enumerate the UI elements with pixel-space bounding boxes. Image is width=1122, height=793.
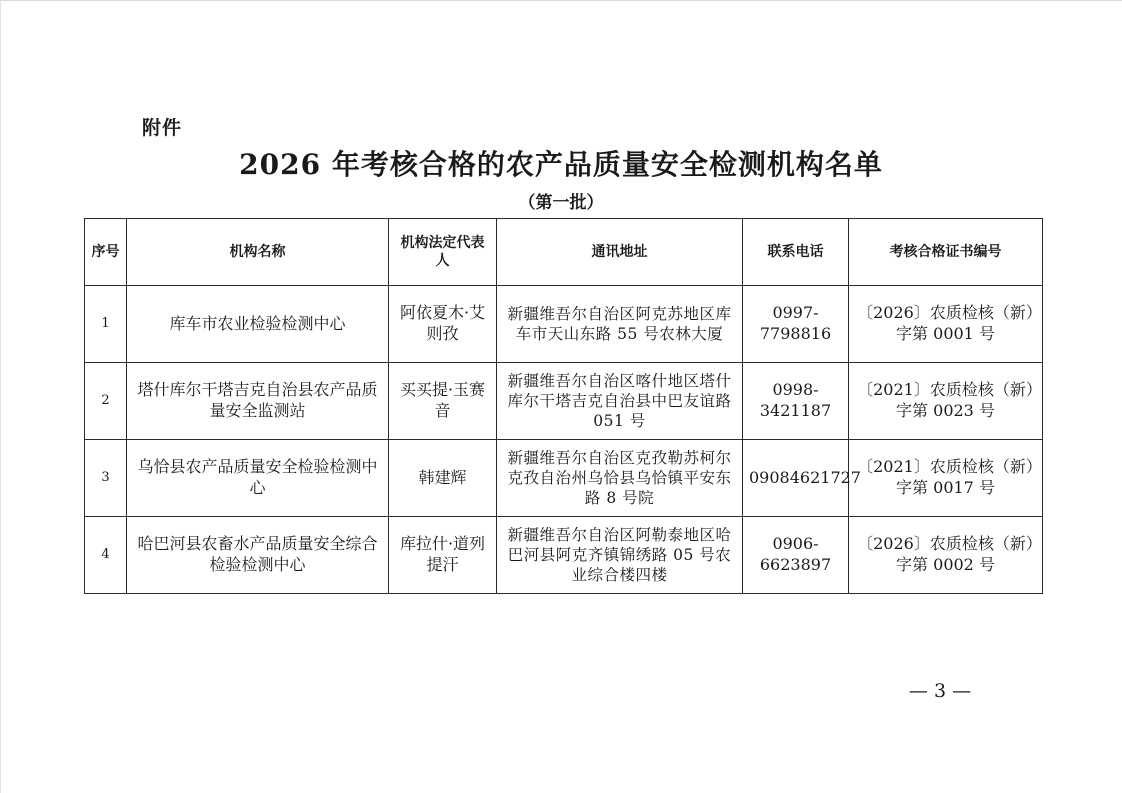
cell-index: 1	[85, 286, 127, 363]
cell-address: 新疆维吾尔自治区阿克苏地区库车市天山东路 55 号农林大厦	[497, 286, 743, 363]
cell-rep: 买买提·玉赛音	[389, 363, 497, 440]
table-row	[85, 517, 1043, 594]
cell-name: 哈巴河县农畜水产品质量安全综合检验检测中心	[127, 517, 389, 594]
header-name: 机构名称	[127, 219, 389, 286]
batch-subtitle: （第一批）	[518, 193, 604, 213]
cell-name: 塔什库尔干塔吉克自治县农产品质量安全监测站	[127, 363, 389, 440]
cell-phone: 0998-3421187	[743, 363, 849, 440]
attachment-label: 附件	[142, 117, 183, 139]
cell-cert: 〔2021〕农质检核（新）字第 0017 号	[849, 440, 1043, 517]
scan-edge-left	[0, 0, 1, 793]
page-number: — 3 —	[908, 680, 972, 702]
table-row	[85, 363, 1043, 440]
document-title: 2026 年考核合格的农产品质量安全检测机构名单	[239, 148, 883, 181]
cell-rep: 阿依夏木·艾则孜	[389, 286, 497, 363]
cell-phone: 0906-6623897	[743, 517, 849, 594]
cell-name: 库车市农业检验检测中心	[127, 286, 389, 363]
cell-cert: 〔2026〕农质检核（新）字第 0002 号	[849, 517, 1043, 594]
table-row	[85, 440, 1043, 517]
cell-address: 新疆维吾尔自治区阿勒泰地区哈巴河县阿克齐镇锦绣路 05 号农业综合楼四楼	[497, 517, 743, 594]
header-phone: 联系电话	[743, 219, 849, 286]
cell-rep: 韩建辉	[389, 440, 497, 517]
table-header-row	[85, 219, 1043, 286]
cell-index: 4	[85, 517, 127, 594]
cell-rep: 库拉什·道列提汗	[389, 517, 497, 594]
cell-address: 新疆维吾尔自治区克孜勒苏柯尔克孜自治州乌恰县乌恰镇平安东路 8 号院	[497, 440, 743, 517]
scan-edge-top	[0, 0, 1122, 1]
header-address: 通讯地址	[497, 219, 743, 286]
cell-address: 新疆维吾尔自治区喀什地区塔什库尔干塔吉克自治县中巴友谊路 051 号	[497, 363, 743, 440]
cell-index: 3	[85, 440, 127, 517]
cell-phone: 0997-7798816	[743, 286, 849, 363]
cell-phone: 09084621727	[743, 440, 849, 517]
cell-cert: 〔2021〕农质检核（新）字第 0023 号	[849, 363, 1043, 440]
cell-name: 乌恰县农产品质量安全检验检测中心	[127, 440, 389, 517]
header-cert: 考核合格证书编号	[849, 219, 1043, 286]
header-index: 序号	[85, 219, 127, 286]
cell-index: 2	[85, 363, 127, 440]
institution-table	[84, 218, 1043, 594]
header-rep: 机构法定代表人	[389, 219, 497, 286]
table-row	[85, 286, 1043, 363]
cell-cert: 〔2026〕农质检核（新）字第 0001 号	[849, 286, 1043, 363]
